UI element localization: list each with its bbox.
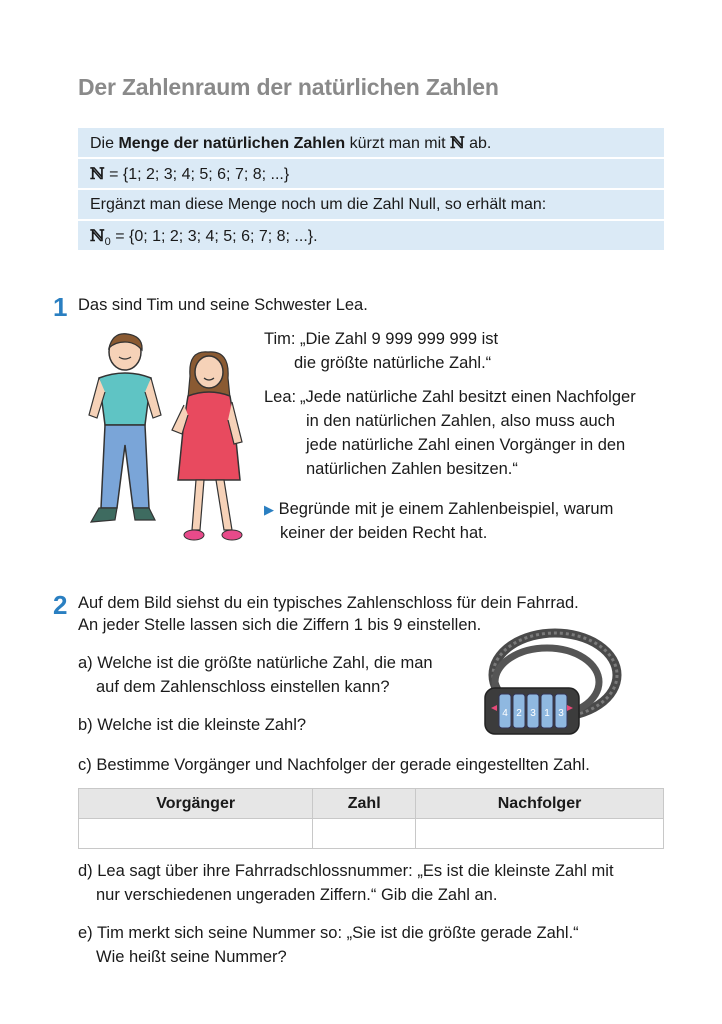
definition-box (78, 128, 664, 250)
table-cell-nachfolger[interactable] (416, 819, 664, 849)
task2e-line-2: Wie heißt seine Nummer? (96, 948, 287, 966)
task2d-line-2: nur verschiedenen ungeraden Ziffern.“ Gib die Zahl an. (96, 886, 498, 904)
table-header-vorgaenger: Vorgänger (79, 789, 313, 819)
lock-digit: 2 (516, 708, 522, 719)
definition-term: Menge der natürlichen Zahlen (118, 135, 346, 152)
lock-digit: 3 (530, 708, 536, 719)
table-header-zahl: Zahl (313, 789, 416, 819)
lock-digit: 1 (544, 708, 550, 719)
task2-intro-line-1: Auf dem Bild siehst du ein typisches Zahlenschloss für dein Fahrrad. (78, 594, 579, 612)
tim-quote-line-1: „Die Zahl 9 999 999 999 ist (300, 330, 499, 348)
task2a-line-1: a) Welche ist die größte natürliche Zahl, die man (78, 654, 433, 672)
lea-quote-line-2: in den natürlichen Zahlen, also muss auch (306, 412, 616, 430)
task1-instruction-line-1: ▶ Begründe mit je einem Zahlenbeispiel, warum (264, 500, 614, 518)
lock-digit: 4 (502, 708, 508, 719)
definition-line-1: Die Menge der natürlichen Zahlen kürzt man mit ℕ ab. (78, 128, 664, 159)
task-number-2: 2 (53, 590, 68, 620)
natural-numbers-symbol: ℕ (90, 164, 105, 183)
tim-label: Tim: (264, 330, 296, 348)
task2c: c) Bestimme Vorgänger und Nachfolger der gerade eingestellten Zahl. (78, 756, 590, 774)
page-title: Der Zahlenraum der natürlichen Zahlen (78, 74, 499, 100)
definition-line-4: ℕ$_0$ = {0; 1; 2; 3; 4; 5; 6; 7; 8; ...}. (90, 226, 318, 249)
definition-line-3: Ergänzt man diese Menge noch um die Zahl Null, so erhält man: (78, 190, 664, 221)
task2e-line-1: e) Tim merkt sich seine Nummer so: „Sie ist die größte gerade Zahl.“ (78, 924, 579, 942)
task1-instruction-line-2: keiner der beiden Recht hat. (280, 524, 488, 542)
lock-dials (499, 694, 567, 728)
natural-numbers-symbol: ℕ (90, 226, 105, 245)
combination-lock-illustration (475, 620, 625, 745)
table-header-nachfolger: Nachfolger (416, 789, 664, 819)
table-header-row (79, 789, 664, 819)
task2a-line-2: auf dem Zahlenschloss einstellen kann? (96, 678, 390, 696)
lea-illustration (168, 350, 248, 545)
triangle-bullet-icon: ▶ (264, 502, 274, 517)
tim-illustration (85, 330, 165, 530)
natural-numbers-symbol: ℕ (450, 133, 465, 152)
table-cell-zahl[interactable] (313, 819, 416, 849)
table-row (79, 819, 664, 849)
lea-label: Lea: (264, 388, 297, 406)
definition-line-2: ℕ = {1; 2; 3; 4; 5; 6; 7; 8; ...} (78, 159, 664, 190)
answer-table (78, 788, 664, 849)
task2-intro-line-2: An jeder Stelle lassen sich die Ziffern 1 bis 9 einstellen. (78, 616, 482, 634)
task-number-1: 1 (53, 292, 68, 322)
tim-quote-line-2: die größte natürliche Zahl.“ (294, 354, 492, 372)
task2b: b) Welche ist die kleinste Zahl? (78, 716, 307, 734)
lea-quote-line-1: „Jede natürliche Zahl besitzt einen Nachfolger (300, 388, 636, 406)
lock-digit: 3 (558, 708, 564, 719)
lea-quote-line-4: natürlichen Zahlen besitzen.“ (306, 460, 518, 478)
table-cell-vorgaenger[interactable] (79, 819, 313, 849)
lea-quote-line-3: jede natürliche Zahl einen Vorgänger in den (306, 436, 626, 454)
task2d-line-1: d) Lea sagt über ihre Fahrradschlossnummer: „Es ist die kleinste Zahl mit (78, 862, 614, 880)
task1-intro: Das sind Tim und seine Schwester Lea. (78, 296, 368, 314)
